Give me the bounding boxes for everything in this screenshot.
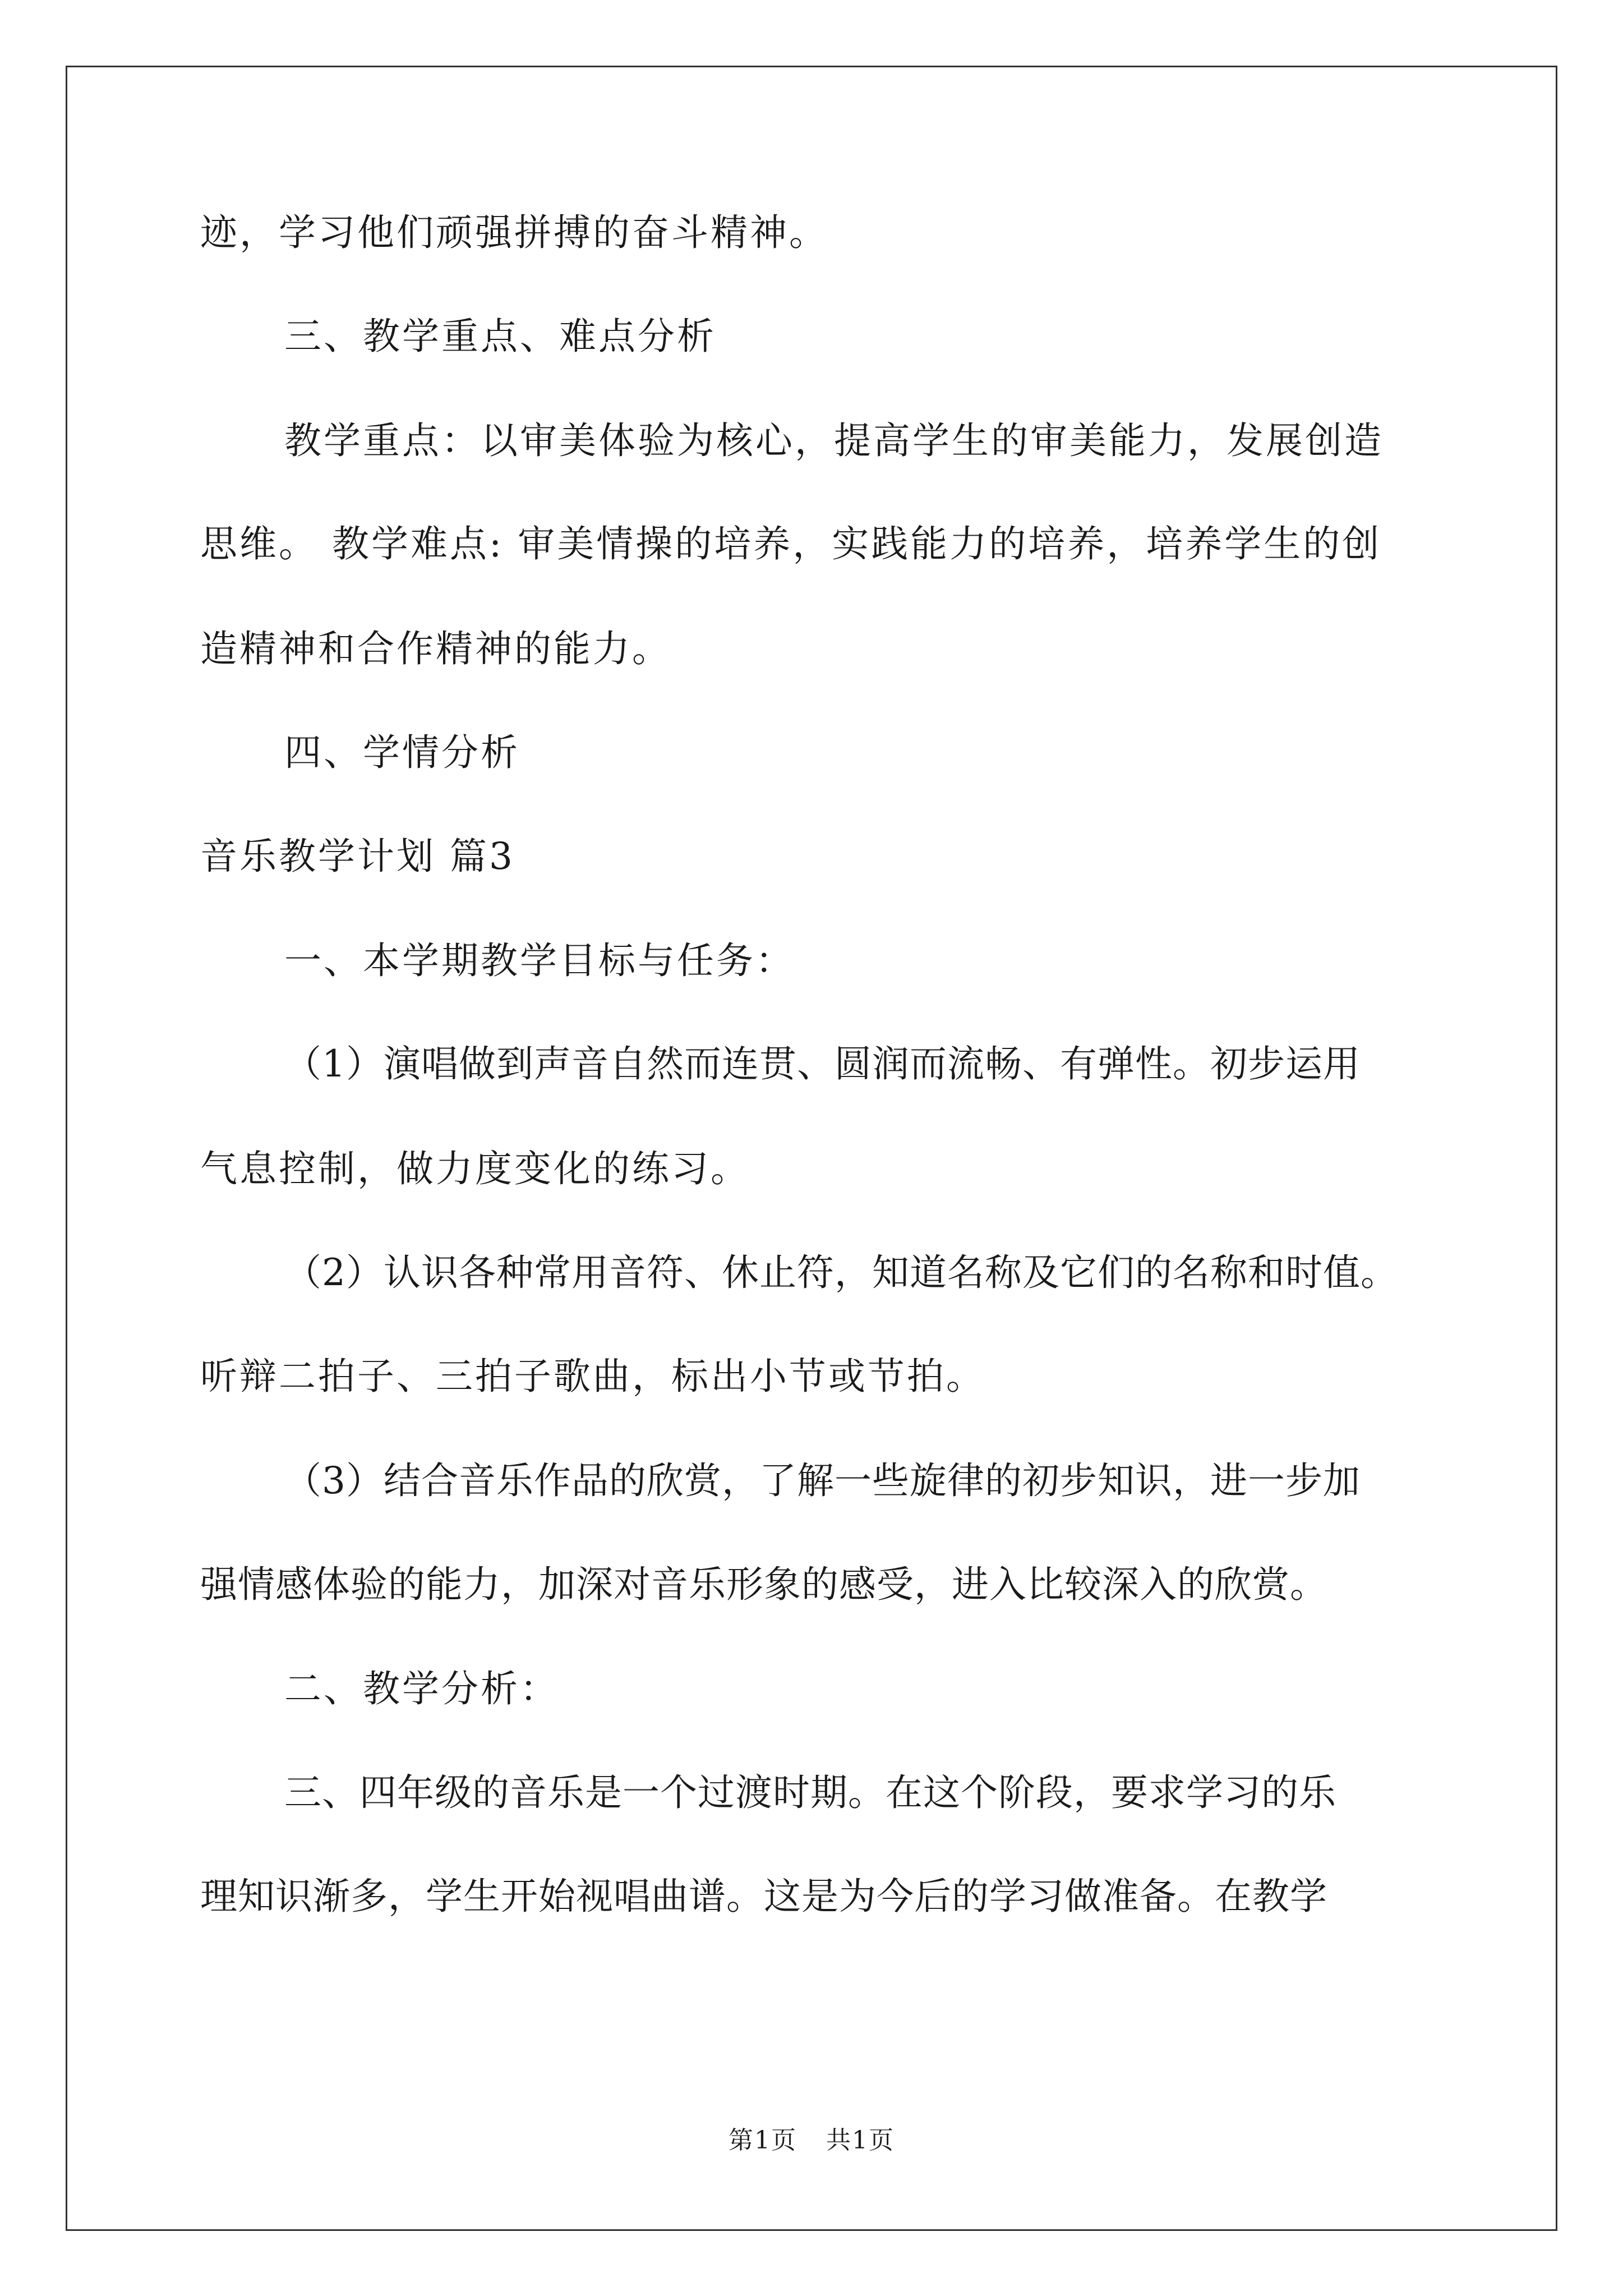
document-title: 音乐教学计划 篇3 <box>200 835 515 878</box>
text-line: 三、四年级的音乐是一个过渡时期。在这个阶段，要求学习的乐 <box>284 1771 1336 1814</box>
text-line: 听辩二拍子、三拍子歌曲，标出小节或节拍。 <box>200 1355 985 1398</box>
text-line: 气息控制，做力度变化的练习。 <box>200 1147 750 1190</box>
text-line: （2）认识各种常用音符、休止符，知道名称及它们的名称和时值。 <box>284 1251 1398 1294</box>
text-line: （1）演唱做到声音自然而连贯、圆润而流畅、有弹性。初步运用 <box>284 1042 1361 1085</box>
text-line: 教学重点：以审美体验为核心，提高学生的审美能力，发展创造 <box>284 419 1384 462</box>
text-line: 强情感体验的能力，加深对音乐形象的感受，进入比较深入的欣赏。 <box>200 1563 1327 1606</box>
page-total: 共1页 <box>826 2126 895 2155</box>
text-line: 迹，学习他们顽强拼搏的奋斗精神。 <box>200 211 828 254</box>
page-footer <box>0 2124 1623 2157</box>
page-number: 第1页 <box>728 2126 797 2155</box>
section-heading: 一、本学期教学目标与任务： <box>284 939 795 982</box>
text-line: 思维。 教学难点: 审美情操的培养，实践能力的培养，培养学生的创 <box>200 522 1382 565</box>
text-line: 造精神和合作精神的能力。 <box>200 627 671 670</box>
section-heading: 四、学情分析 <box>284 731 520 774</box>
section-heading: 三、教学重点、难点分析 <box>284 315 716 358</box>
text-line: 理知识渐多，学生开始视唱曲谱。这是为今后的学习做准备。在教学 <box>200 1875 1327 1918</box>
text-line: （3）结合音乐作品的欣赏，了解一些旋律的初步知识，进一步加 <box>284 1459 1361 1502</box>
section-heading: 二、教学分析： <box>284 1667 559 1710</box>
